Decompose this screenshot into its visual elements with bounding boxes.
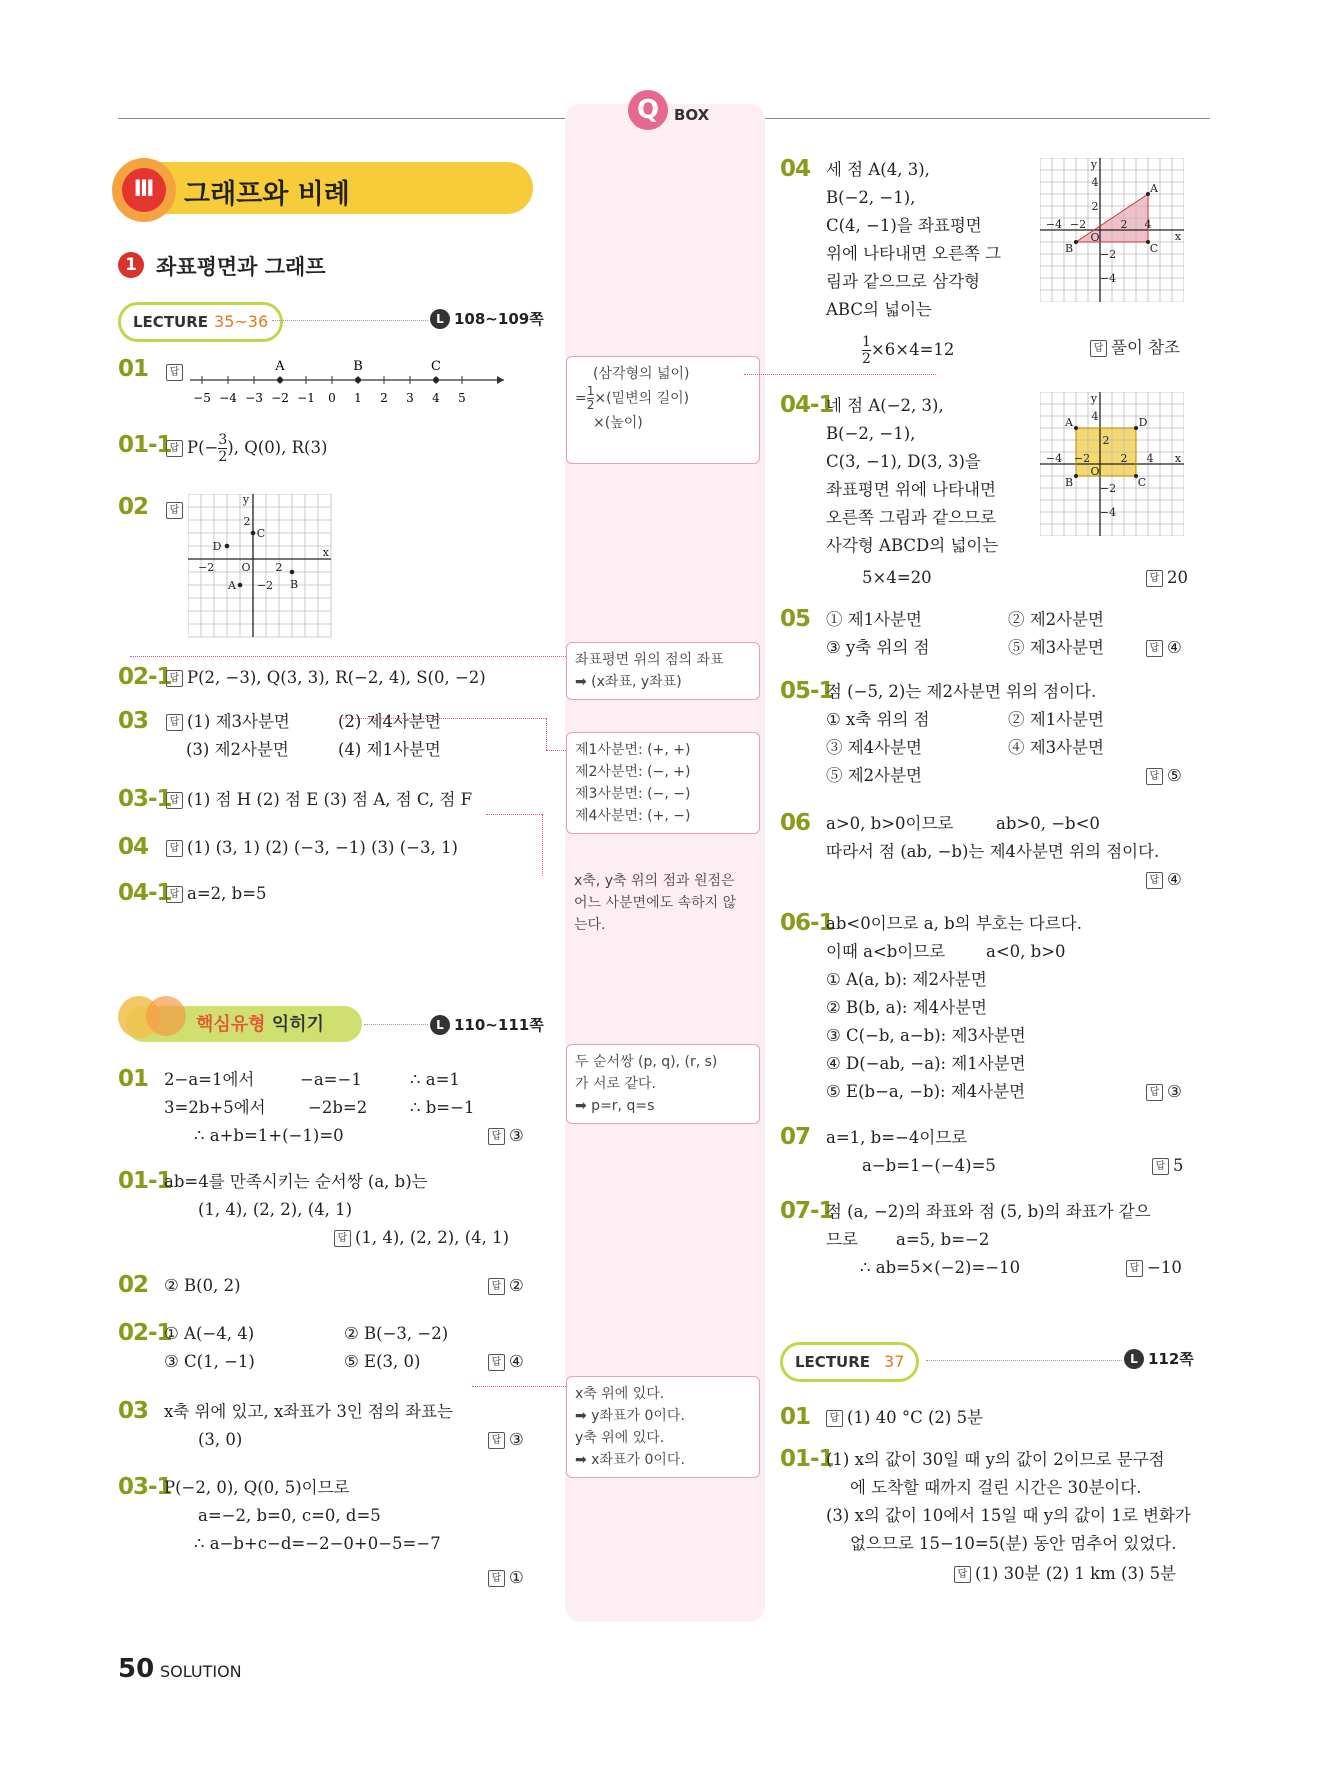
coordinate-grid-04 <box>1040 158 1184 302</box>
solution-line: ⑤ 제2사분면 <box>826 766 922 785</box>
axis-label: x <box>1174 230 1182 243</box>
lecture-l-icon: L <box>430 309 450 329</box>
axis-label: −2 <box>1073 452 1091 465</box>
solution-line: −2b=2 <box>308 1098 368 1117</box>
solution-line: 따라서 점 (ab, −b)는 제4사분면 위의 점이다. <box>826 842 1160 861</box>
solution-line: ∴ ab=5×(−2)=−10 <box>860 1258 1021 1277</box>
number-line <box>188 352 508 408</box>
core-type-bubble <box>146 996 186 1036</box>
problem-number: 01-1 <box>780 1446 834 1472</box>
solution-line: 위에 나타내면 오른쪽 그 <box>826 244 1002 263</box>
answer-text: 답 (1) (3, 1) (2) (−3, −1) (3) (−3, 1) <box>166 834 458 862</box>
answer-text: 답 −10 <box>1126 1254 1182 1282</box>
axis-label: y <box>1090 392 1098 405</box>
axis-label: −2 <box>256 579 274 592</box>
answer-text: 답 5 <box>1152 1152 1184 1180</box>
problem-number: 06 <box>780 810 811 836</box>
header-rule-right <box>765 118 1210 119</box>
solution-line: 네 점 A(−2, 3), <box>826 396 944 415</box>
solution-line: (1, 4), (2, 2), (4, 1) <box>198 1200 353 1219</box>
axis-label: 2 <box>1120 452 1128 465</box>
axis-label: 2 <box>1120 218 1128 231</box>
answer-mark: 답 <box>166 362 187 381</box>
answer-text: (4) 제1사분면 <box>338 740 441 759</box>
problem-number: 01-1 <box>118 1168 172 1194</box>
axis-label: C <box>256 527 266 540</box>
tick-label: −4 <box>219 391 237 405</box>
solution-line: ④ 제3사분면 <box>1008 738 1104 757</box>
axis-label: y <box>242 494 250 506</box>
answer-text: 답 (1) 제3사분면 <box>166 708 290 736</box>
solution-line: 2−a=1에서 <box>164 1070 255 1089</box>
point-label: A <box>275 359 285 374</box>
problem-number: 01 <box>780 1404 811 1430</box>
axis-label: B <box>1064 476 1074 489</box>
solution-line: ⑤ 제3사분면 <box>1008 638 1104 657</box>
axis-label: −2 <box>198 561 215 574</box>
axis-label: B <box>289 578 299 591</box>
solution-line: ③ 제4사분면 <box>826 738 922 757</box>
solution-line: a<0, b>0 <box>986 942 1066 961</box>
axis-label: 2 <box>1091 200 1099 213</box>
answer-text: 답 ④ <box>1146 634 1182 662</box>
section-number: 1 <box>118 252 144 278</box>
header-rule-left <box>118 118 566 119</box>
problem-number: 02 <box>118 1272 149 1298</box>
qbox-note-quadrants: 제1사분면: (+, +) 제2사분면: (−, +) 제3사분면: (−, −) 제4사분면: (+, −) <box>566 732 760 834</box>
point-dot <box>1146 240 1150 244</box>
answer-text: (2) 제4사분면 <box>338 712 441 731</box>
axis-label: 4 <box>1091 410 1099 423</box>
point-label: C <box>431 359 441 374</box>
problem-number: 06-1 <box>780 910 834 936</box>
axis-label: O <box>241 561 251 574</box>
lecture-range: 35~36 <box>214 312 269 331</box>
section-title: 좌표평면과 그래프 <box>156 255 326 279</box>
page-number: 50 <box>118 1654 155 1684</box>
solution-line: ④ D(−ab, −a): 제1사분면 <box>826 1054 1026 1073</box>
tick-label: −5 <box>193 391 211 405</box>
point-dot <box>290 570 295 575</box>
connector-line <box>340 718 546 719</box>
answer-text: 답 ③ <box>488 1122 524 1150</box>
axis-label: −2 <box>1099 482 1117 495</box>
axis-label: 4 <box>1146 452 1154 465</box>
answer-text: 답 P(− $\frac{3}{2}$ ), Q(0), R(3) <box>166 432 327 465</box>
problem-number: 01-1 <box>118 432 172 458</box>
solution-line: 림과 같으므로 삼각형 <box>826 272 980 291</box>
axis-label: −2 <box>1099 248 1117 261</box>
point-dot <box>1074 240 1078 244</box>
solution-line: C(3, −1), D(3, 3)을 <box>826 452 981 471</box>
solution-line: P(−2, 0), Q(0, 5)이므로 <box>164 1478 350 1497</box>
answer-text: 답 ③ <box>1146 1078 1182 1106</box>
core-type-page-ref: L 110~111쪽 <box>430 1014 544 1035</box>
answer-text: 답 ② <box>488 1272 524 1300</box>
axis-label: C <box>1137 476 1147 489</box>
problem-number: 05-1 <box>780 678 834 704</box>
lecture-range: 37 <box>884 1352 905 1371</box>
axis-label: B <box>1064 242 1074 255</box>
axis-label: −4 <box>1099 506 1117 519</box>
footer-label: SOLUTION <box>160 1662 242 1681</box>
solution-line: ③ C(1, −1) <box>164 1352 255 1371</box>
solution-line: ② 제1사분면 <box>1008 710 1104 729</box>
point-dot <box>277 377 283 383</box>
solution-line: 좌표평면 위에 나타내면 <box>826 480 996 499</box>
connector-line <box>130 656 566 657</box>
solution-line: (3, 0) <box>198 1430 243 1449</box>
problem-number: 01 <box>118 1066 149 1092</box>
lecture-dotted-line <box>926 1360 1122 1361</box>
lecture-tag-35-36 <box>118 302 283 342</box>
solution-line: a=5, b=−2 <box>896 1230 990 1249</box>
problem-number: 01 <box>118 356 149 382</box>
answer-text: 답 ① <box>488 1564 524 1592</box>
answer-text: 답 20 <box>1146 564 1188 592</box>
solution-line: ab<0이므로 a, b의 부호는 다르다. <box>826 914 1082 933</box>
solution-line: ② B(0, 2) <box>164 1276 241 1295</box>
solution-line: ① x축 위의 점 <box>826 710 930 729</box>
core-type-title: 핵심유형 익히기 <box>196 1014 325 1035</box>
axis-label: O <box>1090 465 1100 478</box>
solution-line: ② B(−3, −2) <box>344 1324 449 1343</box>
axis-label: 2 <box>243 515 251 529</box>
solution-line: ⑤ E(b−a, −b): 제4사분면 <box>826 1082 1026 1101</box>
tick-label: −1 <box>297 391 315 405</box>
solution-line: a>0, b>0이므로 <box>826 814 954 833</box>
qbox-badge: Q <box>628 90 668 130</box>
axis-label: 2 <box>1102 434 1110 447</box>
connector-line <box>486 814 542 815</box>
solution-line: ∴ a−b+c−d=−2−0+0−5=−7 <box>194 1534 441 1553</box>
axis-label: A <box>1150 182 1158 195</box>
solution-line: B(−2, −1), <box>826 188 916 207</box>
axis-label: 4 <box>1144 218 1152 231</box>
solution-line: (1) x의 값이 30일 때 y의 값이 2이므로 문구점 <box>826 1450 1165 1469</box>
solution-line: a=1, b=−4이므로 <box>826 1128 968 1147</box>
problem-number: 02-1 <box>118 1320 172 1346</box>
solution-line: 세 점 A(4, 3), <box>826 160 930 179</box>
solution-line: 5×4=20 <box>862 568 932 587</box>
connector-line <box>546 750 566 751</box>
problem-number: 04 <box>118 834 149 860</box>
solution-line: 이때 a<b이므로 <box>826 942 946 961</box>
axis-label: O <box>1090 231 1100 244</box>
problem-number: 03-1 <box>118 1474 172 1500</box>
answer-text: 답 (1) 40 °C (2) 5분 <box>826 1404 983 1432</box>
solution-line: a=−2, b=0, c=0, d=5 <box>198 1506 381 1525</box>
point-dot <box>433 377 439 383</box>
answer-text: 답 a=2, b=5 <box>166 880 267 908</box>
arrow-icon <box>497 376 504 384</box>
point-dot <box>1146 192 1150 196</box>
axis-label: −2 <box>1069 218 1087 231</box>
answer-text: 답 ⑤ <box>1146 762 1182 790</box>
axis-label: x <box>1174 452 1182 465</box>
solution-line: ① A(−4, 4) <box>164 1324 255 1343</box>
solution-line: 오른쪽 그림과 같으므로 <box>826 508 996 527</box>
answer-text: 답 ③ <box>488 1426 524 1454</box>
solution-line: $\frac{1}{2}$ ×6×4=12 <box>862 334 955 367</box>
solution-line: ab=4를 만족시키는 순서쌍 (a, b)는 <box>164 1172 428 1191</box>
problem-number: 04-1 <box>118 880 172 906</box>
core-type-dotted-line <box>364 1024 428 1025</box>
answer-text: 답 (1) 30분 (2) 1 km (3) 5분 <box>954 1560 1176 1588</box>
qbox-note-axes: x축, y축 위의 점과 원점은 어느 사분면에도 속하지 않 는다. <box>574 873 737 933</box>
coordinate-grid-02 <box>188 494 334 640</box>
lecture-label: LECTURE <box>133 313 209 331</box>
solution-line: ③ y축 위의 점 <box>826 638 930 657</box>
solution-line: 점 (−5, 2)는 제2사분면 위의 점이다. <box>826 682 1097 701</box>
answer-text: 답 풀이 참조 <box>1090 334 1180 362</box>
solution-line: 사각형 ABCD의 넓이는 <box>826 536 999 555</box>
problem-number: 03-1 <box>118 786 172 812</box>
lecture-label: LECTURE <box>795 1353 871 1371</box>
solution-line: ③ C(−b, a−b): 제3사분면 <box>826 1026 1026 1045</box>
point-dot <box>1134 474 1138 478</box>
answer-text: 답 ④ <box>1146 866 1182 894</box>
qbox-label: BOX <box>674 106 710 124</box>
problem-number: 05 <box>780 606 811 632</box>
qbox-note-on-axis: x축 위에 있다. ➡ y좌표가 0이다. y축 위에 있다. ➡ x좌표가 0이다. <box>566 1376 760 1478</box>
solution-line: ∴ b=−1 <box>410 1098 475 1117</box>
tick-label: −3 <box>245 391 263 405</box>
tick-label: 5 <box>458 391 466 405</box>
tick-label: 3 <box>406 391 414 405</box>
solution-line: 점 (a, −2)의 좌표와 점 (5, b)의 좌표가 같으 <box>826 1202 1151 1221</box>
qbox-note-ordered-pairs: 두 순서쌍 (p, q), (r, s) 가 서로 같다. ➡ p=r, q=s <box>566 1044 760 1124</box>
problem-number: 07-1 <box>780 1198 834 1224</box>
axis-label: y <box>1090 158 1098 171</box>
axis-label: 4 <box>1091 176 1099 189</box>
problem-number: 07 <box>780 1124 811 1150</box>
chapter-numeral: Ⅲ <box>122 168 166 212</box>
axis-label: −4 <box>1099 272 1117 285</box>
solution-line: −a=−1 <box>300 1070 362 1089</box>
point-label: B <box>353 359 363 374</box>
chapter-title: 그래프와 비례 <box>184 179 350 210</box>
coordinate-grid-04-1 <box>1040 392 1184 536</box>
solution-line: ① 제1사분면 <box>826 610 922 629</box>
point-dot <box>225 544 230 549</box>
connector-line <box>546 718 547 750</box>
solution-line: a−b=1−(−4)=5 <box>862 1156 996 1175</box>
solution-line: B(−2, −1), <box>826 424 916 443</box>
qbox-note-point-coordinates: 좌표평면 위의 점의 좌표 ➡ (x좌표, y좌표) <box>566 642 760 700</box>
axis-label: A <box>1065 416 1073 429</box>
solution-line: 3=2b+5에서 <box>164 1098 266 1117</box>
axis-label: D <box>1138 416 1148 429</box>
tick-label: 2 <box>380 391 388 405</box>
axis-label: A <box>228 579 236 592</box>
lecture-dotted-line <box>272 320 428 321</box>
solution-line: 므로 <box>826 1230 858 1249</box>
lecture-l-icon: L <box>430 1015 450 1035</box>
axis-label: −4 <box>1045 218 1063 231</box>
connector-line <box>744 374 936 375</box>
problem-number: 02-1 <box>118 664 172 690</box>
connector-line <box>542 814 543 876</box>
solution-line: ② 제2사분면 <box>1008 610 1104 629</box>
point-dot <box>355 377 361 383</box>
connector-line <box>472 1386 566 1387</box>
axis-label: −4 <box>1045 452 1063 465</box>
solution-line: C(4, −1)을 좌표평면 <box>826 216 982 235</box>
problem-number: 03 <box>118 708 149 734</box>
solution-line: ∴ a+b=1+(−1)=0 <box>194 1126 344 1145</box>
tick-label: 0 <box>328 391 336 405</box>
axis-label: D <box>212 540 222 553</box>
answer-text: 답 P(2, −3), Q(3, 3), R(−2, 4), S(0, −2) <box>166 664 486 692</box>
problem-number: 03 <box>118 1398 149 1424</box>
solution-line: ABC의 넓이는 <box>826 300 932 319</box>
answer-text: (3) 제2사분면 <box>186 740 289 759</box>
answer-text: 답 (1) 점 H (2) 점 E (3) 점 A, 점 C, 점 F <box>166 786 472 814</box>
axis-label: x <box>322 546 329 559</box>
problem-number: 04-1 <box>780 392 834 418</box>
tick-label: 1 <box>354 391 362 405</box>
lecture-l-icon: L <box>1124 1349 1144 1369</box>
solution-line: ⑤ E(3, 0) <box>344 1352 421 1371</box>
solution-line: ① A(a, b): 제2사분면 <box>826 970 987 989</box>
solution-line: 에 도착할 때까지 걸린 시간은 30분이다. <box>850 1478 1142 1497</box>
answer-text: 답 ④ <box>488 1348 524 1376</box>
lecture-page-ref: L 112쪽 <box>1124 1348 1194 1369</box>
solution-line: (3) x의 값이 10에서 15일 때 y의 값이 1로 변화가 <box>826 1506 1191 1525</box>
solution-line: ② B(b, a): 제4사분면 <box>826 998 987 1017</box>
axis-label: 2 <box>275 561 283 574</box>
axis-label: C <box>1149 242 1159 255</box>
qbox-note-triangle-area: (삼각형의 넓이) = $\frac{1}{2}$ ×(밑변의 길이) ×(높이) <box>566 356 760 464</box>
point-dot <box>1074 474 1078 478</box>
answer-text: 답 (1, 4), (2, 2), (4, 1) <box>334 1224 509 1252</box>
point-dot <box>238 583 243 588</box>
solution-line: 없으므로 15−10=5(분) 동안 멈추어 있었다. <box>850 1534 1177 1553</box>
answer-mark: 답 <box>166 500 187 519</box>
solution-line: ab>0, −b<0 <box>996 814 1100 833</box>
solution-line: x축 위에 있고, x좌표가 3인 점의 좌표는 <box>164 1402 453 1421</box>
lecture-tag-37 <box>780 1342 919 1382</box>
point-dot <box>1134 426 1138 430</box>
lecture-page-ref: L 108~109쪽 <box>430 308 544 329</box>
tick-label: 4 <box>432 391 440 405</box>
solution-line: ∴ a=1 <box>410 1070 460 1089</box>
problem-number: 04 <box>780 156 811 182</box>
point-dot <box>251 531 256 536</box>
point-dot <box>1074 426 1078 430</box>
problem-number: 02 <box>118 494 149 520</box>
tick-label: −2 <box>271 391 289 405</box>
